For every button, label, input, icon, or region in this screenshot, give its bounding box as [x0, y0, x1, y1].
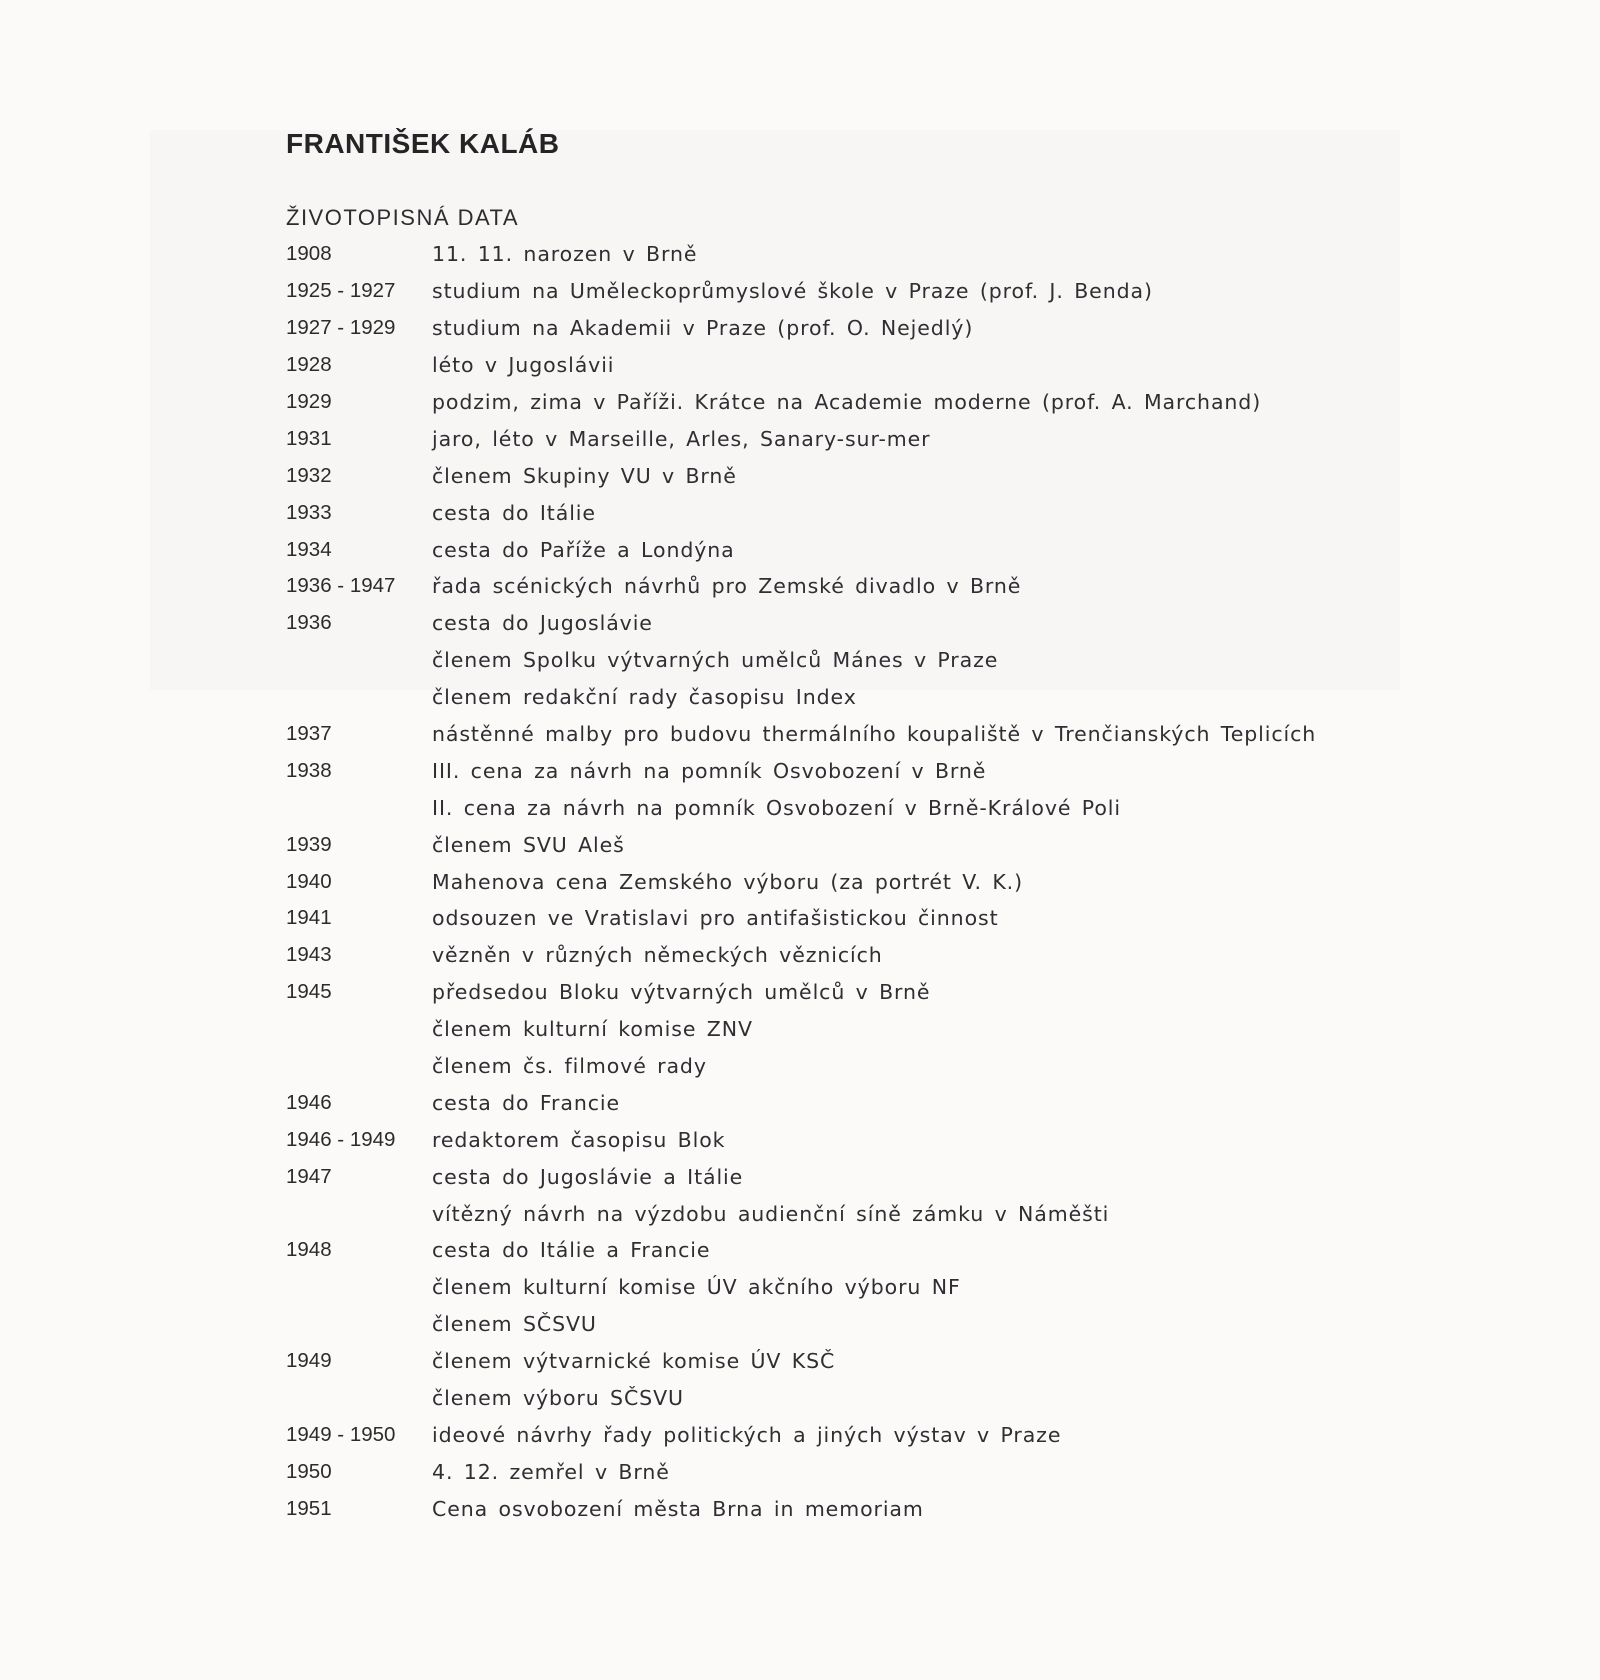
timeline-row [286, 1269, 1586, 1306]
timeline-event: odsouzen ve Vratislavi pro antifašistickou činnost [432, 906, 999, 931]
timeline-row [286, 716, 1586, 753]
timeline-row [286, 1195, 1586, 1232]
timeline-row [286, 1084, 1586, 1121]
timeline-year: 1951 [286, 1496, 332, 1520]
timeline-year: 1936 [286, 611, 332, 635]
timeline-row [286, 1306, 1586, 1343]
timeline-year: 1945 [286, 980, 332, 1004]
timeline-year: 1949 [286, 1349, 332, 1373]
timeline-event: členem SVU Aleš [432, 832, 625, 857]
timeline-event: předsedou Bloku výtvarných umělců v Brně [432, 980, 931, 1005]
timeline-event: studium na Uměleckoprůmyslové škole v Praze (prof. J. Benda) [432, 279, 1153, 304]
timeline-event: redaktorem časopisu Blok [432, 1127, 726, 1152]
timeline-event: podzim, zima v Paříži. Krátce na Academie moderne (prof. A. Marchand) [432, 390, 1262, 414]
timeline-row [286, 974, 1586, 1011]
timeline-event: cesta do Paříže a Londýna [432, 537, 735, 562]
timeline-year: 1936 - 1947 [286, 574, 396, 598]
timeline-event: členem redakční rady časopisu Index [432, 685, 857, 710]
timeline-event: členem SČSVU [432, 1312, 597, 1337]
timeline-row [286, 789, 1586, 826]
timeline-year: 1946 [286, 1090, 332, 1114]
timeline-event: nástěnné malby pro budovu thermálního koupaliště v Trenčianských Teplicích [432, 722, 1317, 747]
timeline-row [286, 310, 1586, 347]
timeline-row [286, 1121, 1586, 1158]
timeline-event: vězněn v různých německých věznicích [432, 943, 883, 968]
timeline-year: 1946 - 1949 [286, 1127, 396, 1151]
timeline-row [286, 457, 1586, 494]
timeline-event: II. cena za návrh na pomník Osvobození v Brně-Králové Poli [432, 795, 1121, 820]
timeline-row [286, 1490, 1586, 1527]
timeline-year: 1950 [286, 1459, 332, 1483]
timeline-row [286, 826, 1586, 863]
timeline-row [286, 384, 1586, 421]
timeline-event: III. cena za návrh na pomník Osvobození v Brně [432, 758, 987, 783]
timeline-row [286, 347, 1586, 384]
page-title: FRANTIŠEK KALÁB [286, 128, 560, 159]
section-heading: ŽIVOTOPISNÁ DATA [286, 205, 520, 230]
timeline-year: 1949 - 1950 [286, 1422, 396, 1446]
timeline-row [286, 863, 1586, 900]
timeline-event: cesta do Itálie a Francie [432, 1238, 711, 1263]
timeline-row [286, 1048, 1586, 1085]
timeline-event: členem kulturní komise ZNV [432, 1017, 753, 1042]
timeline-row [286, 752, 1586, 789]
timeline-event: ideové návrhy řady politických a jiných výstav v Praze [432, 1422, 1062, 1447]
timeline-year: 1908 [286, 242, 332, 266]
biography-timeline [286, 236, 1586, 1527]
timeline-event: vítězný návrh na výzdobu audienční síně zámku v Náměšti [432, 1201, 1110, 1226]
timeline-year: 1931 [286, 426, 332, 450]
timeline-event: členem kulturní komise ÚV akčního výboru NF [432, 1275, 961, 1300]
timeline-row [286, 1453, 1586, 1490]
timeline-event: Mahenova cena Zemského výboru (za portrét V. K.) [432, 869, 1023, 894]
timeline-event: členem Spolku výtvarných umělců Mánes v Praze [432, 648, 999, 673]
timeline-year: 1934 [286, 537, 332, 561]
timeline-year: 1932 [286, 463, 332, 487]
timeline-row [286, 494, 1586, 531]
timeline-event: členem Skupiny VU v Brně [432, 463, 737, 488]
timeline-event: členem výboru SČSVU [432, 1386, 684, 1411]
timeline-row [286, 1343, 1586, 1380]
timeline-row [286, 273, 1586, 310]
timeline-row [286, 1011, 1586, 1048]
timeline-year: 1933 [286, 500, 332, 524]
timeline-event: cesta do Jugoslávie [432, 611, 653, 636]
timeline-event: 4. 12. zemřel v Brně [432, 1459, 670, 1484]
timeline-event: cesta do Itálie [432, 500, 596, 525]
timeline-year: 1925 - 1927 [286, 279, 396, 303]
timeline-row [286, 420, 1586, 457]
timeline-row [286, 236, 1586, 273]
timeline-event: členem výtvarnické komise ÚV KSČ [432, 1349, 836, 1374]
timeline-event: cesta do Jugoslávie a Itálie [432, 1164, 744, 1189]
timeline-year: 1941 [286, 906, 332, 930]
timeline-row [286, 937, 1586, 974]
timeline-year: 1948 [286, 1238, 332, 1262]
timeline-event: řada scénických návrhů pro Zemské divadlo v Brně [432, 574, 1022, 599]
timeline-row [286, 679, 1586, 716]
timeline-year: 1939 [286, 832, 332, 856]
timeline-event: cesta do Francie [432, 1090, 621, 1115]
timeline-event: 11. 11. narozen v Brně [432, 242, 698, 267]
timeline-event: členem čs. filmové rady [432, 1054, 707, 1079]
timeline-event: studium na Akademii v Praze (prof. O. Nejedlý) [432, 316, 974, 341]
timeline-year: 1937 [286, 722, 332, 746]
timeline-row [286, 1158, 1586, 1195]
timeline-row [286, 605, 1586, 642]
timeline-row [286, 1232, 1586, 1269]
timeline-row [286, 900, 1586, 937]
timeline-row [286, 531, 1586, 568]
timeline-event: Cena osvobození města Brna in memoriam [432, 1496, 924, 1521]
timeline-year: 1927 - 1929 [286, 316, 396, 340]
timeline-row [286, 568, 1586, 605]
timeline-row [286, 1417, 1586, 1454]
timeline-year: 1940 [286, 869, 332, 893]
timeline-row [286, 1380, 1586, 1417]
timeline-year: 1928 [286, 353, 332, 377]
timeline-event: jaro, léto v Marseille, Arles, Sanary-sur-mer [432, 426, 931, 451]
timeline-year: 1947 [286, 1164, 332, 1188]
timeline-year: 1938 [286, 758, 332, 782]
timeline-year: 1929 [286, 390, 332, 413]
timeline-row [286, 642, 1586, 679]
timeline-year: 1943 [286, 943, 332, 967]
timeline-event: léto v Jugoslávii [432, 353, 615, 378]
